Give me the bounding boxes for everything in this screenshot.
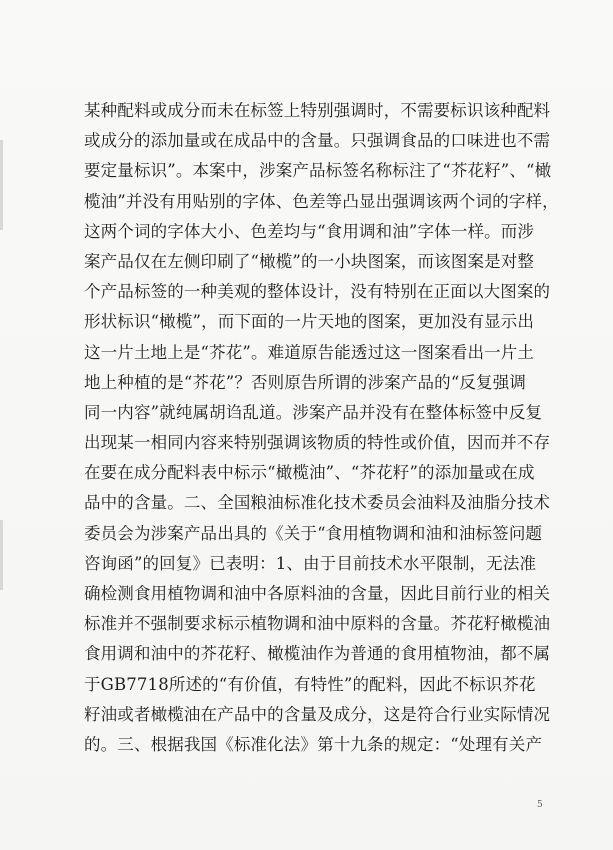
body-text xyxy=(84,96,564,760)
text-line: 要定量标识”。本案中，涉案产品标签名称标注了“芥花籽”、“橄 xyxy=(84,161,552,181)
text-line: 的。三、根据我国《标准化法》第十九条的规定：“处理有关产 xyxy=(84,734,543,754)
text-line: 食用调和油中的芥花籽、橄榄油作为普通的食用植物油，都不属 xyxy=(84,644,551,664)
text-line: 籽油或者橄榄油在产品中的含量及成分，这是符合行业实际情况 xyxy=(84,704,551,724)
text-line: 或成分的添加量或在成品中的含量。只强调食品的口味进也不需 xyxy=(84,131,551,151)
text-line: 案产品仅在左侧印刷了“橄榄”的一小块图案，而该图案是对整 xyxy=(84,251,535,271)
text-line: 出现某一相同内容来特别强调该物质的特性或价值，因而并不存 xyxy=(84,433,551,453)
text-line: 品中的含量。二、全国粮油标准化技术委员会油料及油脂分技术 xyxy=(84,493,551,513)
text-line: 标准并不强制要求标示植物调和油中原料的含量。芥花籽橄榄油 xyxy=(84,614,551,634)
text-line: 形状标识“橄榄”，而下面的一片天地的图案，更加没有显示出 xyxy=(84,312,535,332)
text-line: 于GB7718所述的“有价值，有特性”的配料，因此不标识芥花 xyxy=(84,674,536,694)
page-number: 5 xyxy=(537,800,543,810)
text-line: 咨询函”的回复》已表明：1、由于目前技术水平限制，无法准 xyxy=(84,553,537,573)
text-line: 个产品标签的一种美观的整体设计，没有特别在正面以大图案的 xyxy=(84,282,551,302)
scan-edge-mark xyxy=(0,520,3,590)
text-line: 在要在成分配料表中标示“橄榄油”、“芥花籽”的添加量或在成 xyxy=(84,463,535,483)
text-line: 委员会为涉案产品出具的《关于“食用植物调和油和油标签问题 xyxy=(84,523,543,543)
text-line: 地上种植的是“芥花”？否则原告所谓的涉案产品的“反复强调 xyxy=(84,372,527,392)
text-line: 榄油”并没有用贴别的字体、色差等凸显出强调该两个词的字样， xyxy=(84,191,559,211)
text-line: 这一片土地上是“芥花”。难道原告能透过这一图案看出一片土 xyxy=(84,342,535,362)
scan-edge-mark xyxy=(0,140,3,230)
text-line: 确检测食用植物调和油中各原料油的含量，因此目前行业的相关 xyxy=(84,584,551,603)
text-line: 这两个词的字体大小、色差均与“食用调和油”字体一样。而涉 xyxy=(84,221,535,241)
text-line: 同一内容”就纯属胡诌乱道。涉案产品并没有在整体标签中反复 xyxy=(84,402,543,422)
text-line: 某种配料或成分而未在标签上特别强调时，不需要标识该种配料 xyxy=(84,101,551,120)
